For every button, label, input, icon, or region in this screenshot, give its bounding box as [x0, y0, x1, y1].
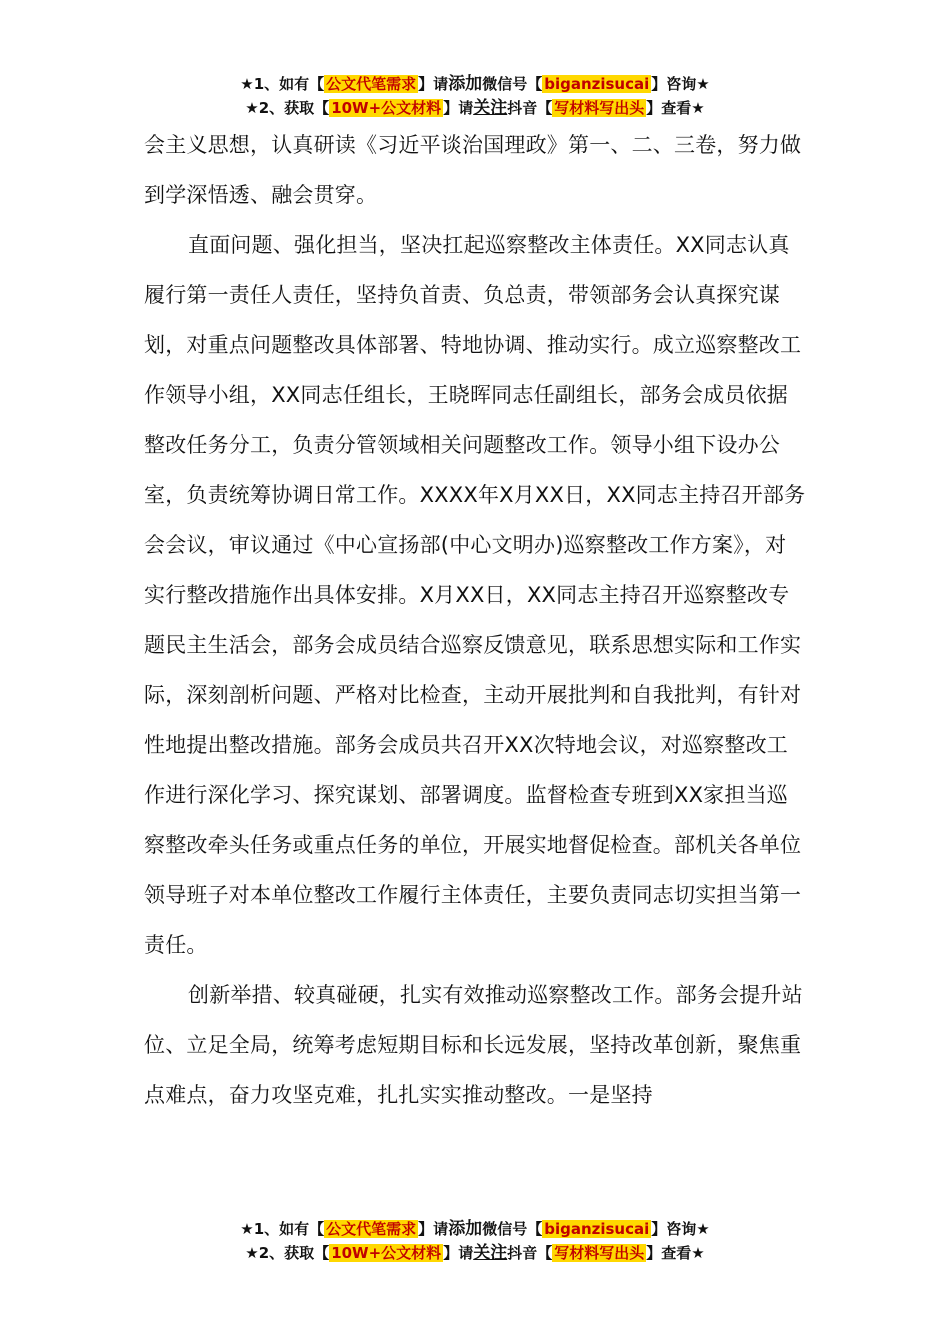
- wechat-id: biganzisucai: [544, 75, 650, 93]
- document-body: [144, 120, 806, 1120]
- paragraph-1: 会主义思想，认真研读《习近平谈治国理政》第一、二、三卷，努力做到学深悟透、融会贯穿。: [144, 133, 802, 207]
- paragraph-3: 创新举措、较真碰硬，扎实有效推动巡察整改工作。部务会提升站位、立足全局，统筹考虑短期目标和长远发展，坚持改革创新，聚焦重点难点，奋力攻坚克难，扎扎实实推动整改。一是坚持: [144, 983, 803, 1107]
- header-banner-line-2: ★2、获取【 10W+公文材料 】请关注抖音【 写材料写出头 】查看★: [245, 98, 705, 118]
- footer-banner: [0, 1217, 950, 1265]
- footer-banner-line-2: ★2、获取【 10W+公文材料 】请关注抖音【 写材料写出头 】查看★: [245, 1243, 705, 1263]
- emphasis-text: 关注: [473, 1243, 508, 1263]
- emphasis-text: 关注: [473, 98, 508, 118]
- highlight-tag: 公文代笔需求: [326, 1220, 417, 1238]
- header-banner-line-1: ★1、如有【 公文代笔需求 】请添加微信号【 biganzisucai 】咨询★: [240, 74, 710, 94]
- douyin-account: 写材料写出头: [554, 1244, 645, 1262]
- emphasis-text: 添加: [448, 74, 483, 94]
- footer-banner-line-1: ★1、如有【 公文代笔需求 】请添加微信号【 biganzisucai 】咨询★: [240, 1219, 710, 1239]
- douyin-account: 写材料写出头: [554, 99, 645, 117]
- wechat-id: biganzisucai: [544, 1220, 650, 1238]
- highlight-tag: 公文代笔需求: [326, 75, 417, 93]
- paragraph-2: 直面问题、强化担当，坚决扛起巡察整改主体责任。XX同志认真履行第一责任人责任，坚持负首责、负总责，带领部务会认真探究谋划，对重点问题整改具体部署、特地协调、推动实行。成立巡察整改工作领导小组，XX同志任组长，王晓晖同志任副组长，部务会成员依据整改任务分工，负责分管领域相关问题整改工作。领导小组下设办公室，负责统筹协调日常工作。XXXX年X月XX日，XX同志主持召开部务会会议，审议通过《中心宣扬部(中心文明办)巡察整改工作方案》，对实行整改措施作出具体安排。X月XX日，XX同志主持召开巡察整改专题民主生活会，部务会成员结合巡察反馈意见，联系思想实际和工作实际，深刻剖析问题、严格对比检查，主动开展批判和自我批判，有针对性地提出整改措施。部务会成员共召开XX次特地会议，对巡察整改工作进行深化学习、探究谋划、部署调度。监督检查专班到XX家担当巡察整改牵头任务或重点任务的单位，开展实地督促检查。部机关各单位领导班子对本单位整改工作履行主体责任，主要负责同志切实担当第一责任。: [144, 233, 806, 957]
- highlight-tag: 10W+公文材料: [331, 1244, 442, 1262]
- highlight-tag: 10W+公文材料: [331, 99, 442, 117]
- emphasis-text: 添加: [448, 1219, 483, 1239]
- header-banner: [0, 72, 950, 120]
